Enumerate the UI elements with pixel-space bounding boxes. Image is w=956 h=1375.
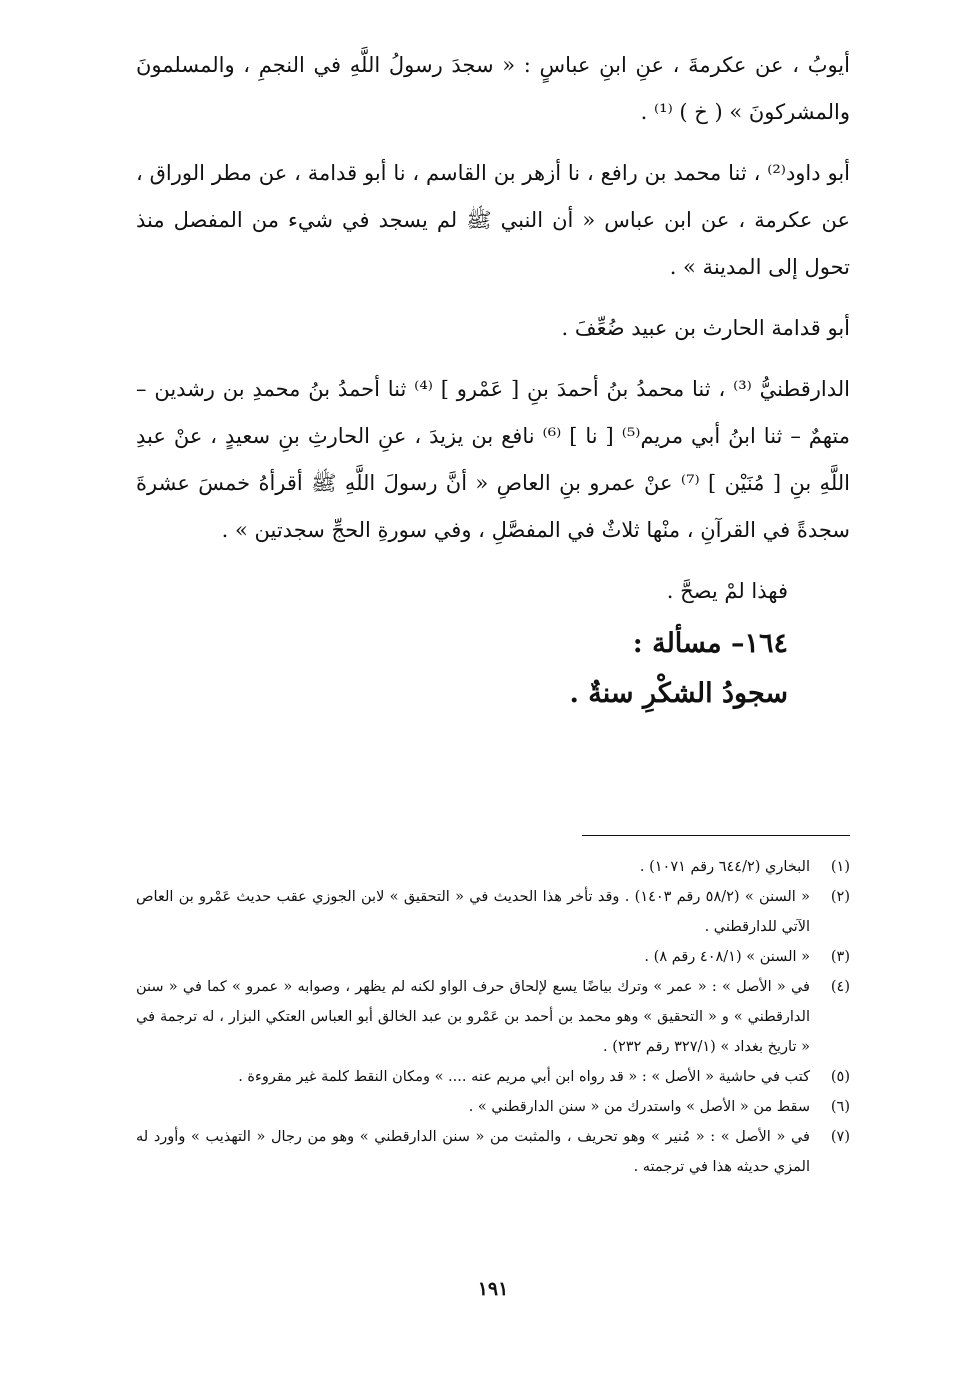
footnote-text: البخاري (٦٤٤/٢ رقم ١٠٧١) . (639, 859, 810, 875)
footnote-number: (٤) (830, 979, 850, 995)
footnote-item (136, 1122, 850, 1182)
footnote-item (136, 852, 850, 882)
paragraph-3: أبو قدامة الحارث بن عبيد ضُعِّفَ . (561, 316, 850, 340)
footnote-number: (٢) (830, 889, 850, 905)
footnote-item (136, 882, 850, 942)
footnote-number: (٥) (830, 1069, 850, 1085)
footnote-text: كتب في حاشية « الأصل » : « قد رواه ابن أبي مريم عنه .... » ومكان النقط كلمة غير مقروءة . (238, 1069, 810, 1085)
issue-title-heading: سجودُ الشكْرِ سنةٌ . (569, 678, 788, 709)
footnotes (136, 852, 850, 1182)
footnote-number: (١) (830, 859, 850, 875)
main-text (136, 42, 850, 719)
paragraph-2: أبو داود⁽²⁾ ، ثنا محمد بن رافع ، نا أزهر بن القاسم ، نا أبو قدامة ، عن مطر الوراق ، عن عكرمة ، عن ابن عباس « أن النبي ﷺ لم يسجد في شيء من المفصل منذ تحول إلى المدينة » . (136, 161, 850, 279)
footnote-separator (582, 835, 850, 836)
footnote-text: في « الأصل » : « مُنير » وهو تحريف ، والمثبت من « سنن الدارقطني » وهو من رجال « التهذيب » وأورد له المزي حديثه هذا في ترجمته . (136, 1129, 810, 1175)
footnote-item (136, 1092, 850, 1122)
footnote-text: « السنن » (٤٠٨/١ رقم ٨) . (644, 949, 810, 965)
footnote-text: في « الأصل » : « عمر » وترك بياضًا يسع لإلحاق حرف الواو لكنه لم يظهر ، وصوابه « عمرو » كما في « سنن الدارقطني » و « التحقيق » وهو محمد بن أحمد بن عَمْرو بن عبد الخالق أبو العباس العتكي البزار ، له ترجمة في « تاريخ بغداد » (٣٢٧/١ رقم ٢٣٢) . (136, 979, 810, 1055)
paragraph-5: فهذا لمْ يصحَّ . (666, 579, 788, 603)
page-number: ١٩١ (477, 1278, 509, 1300)
footnote-number: (٧) (830, 1129, 850, 1145)
paragraph-1: أيوبُ ، عن عكرمةَ ، عنِ ابنِ عباسٍ : « سجدَ رسولُ اللَّهِ في النجمِ ، والمسلمونَ والمشركونَ » ( خ ) ⁽¹⁾ . (136, 53, 850, 124)
footnote-item (136, 1062, 850, 1092)
paragraph-4: الدارقطنيُّ ⁽³⁾ ، ثنا محمدُ بنُ أحمدَ بنِ [ عَمْرو ] ⁽⁴⁾ ثنا أحمدُ بنُ محمدِ بن رشدين – متهمٌ – ثنا ابنُ أبي مريم⁽⁵⁾ [ نا ] ⁽⁶⁾ نافع بن يزيدَ ، عنِ الحارثِ بنِ سعيدٍ ، عنْ عبدِ اللَّهِ بنِ [ مُنَيْن ] ⁽⁷⁾ عنْ عمرو بنِ العاصِ « أنَّ رسولَ اللَّهِ ﷺ أقرأهُ خمسَ عشرةَ سجدةً في القرآنِ ، منْها ثلاثٌ في المفصَّلِ ، وفي سورةِ الحجِّ سجدتين » . (136, 377, 851, 542)
footnote-text: سقط من « الأصل » واستدرك من « سنن الدارقطني » . (468, 1099, 810, 1115)
footnote-number: (٦) (830, 1099, 850, 1115)
issue-number-heading: ١٦٤– مسألة : (632, 628, 788, 659)
footnote-text: « السنن » (٥٨/٢ رقم ١٤٠٣) . وقد تأخر هذا الحديث في « التحقيق » لابن الجوزي عقب حديث عَمْرو بن العاص الآتي للدارقطني . (136, 889, 810, 935)
footnote-item (136, 972, 850, 1062)
footnote-number: (٣) (830, 949, 850, 965)
footnote-item (136, 942, 850, 972)
book-page (136, 40, 850, 1360)
